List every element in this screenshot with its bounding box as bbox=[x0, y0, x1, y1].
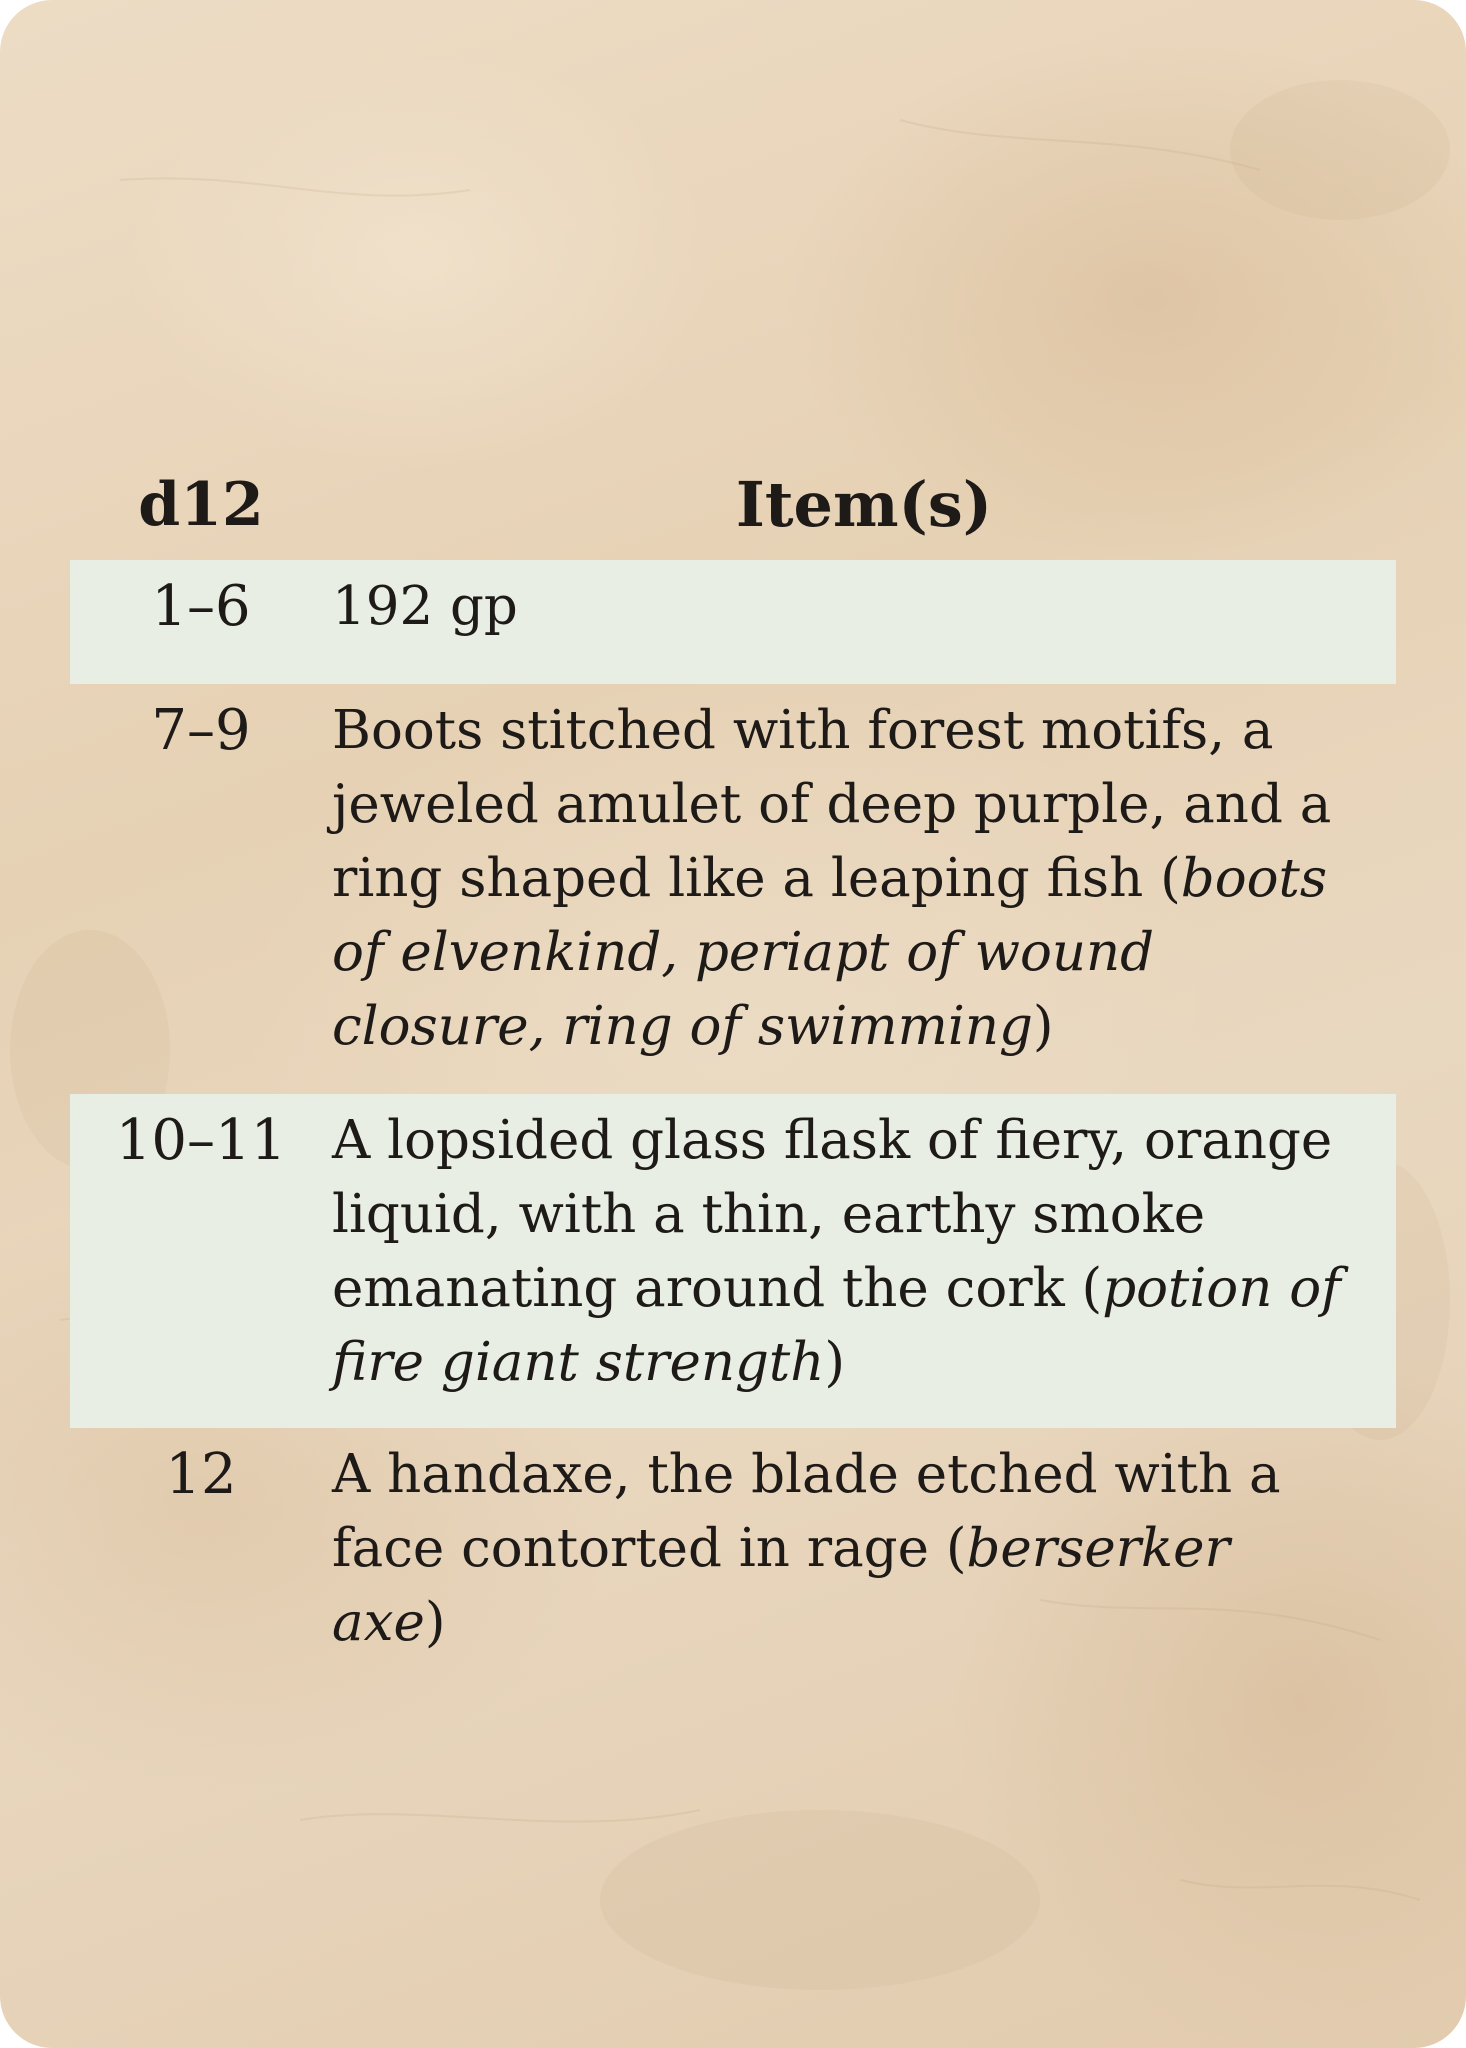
item-magic-names: boots of elvenkind, periapt of wound closure, ring of swimming bbox=[332, 848, 1328, 1057]
roll-range: 12 bbox=[165, 1442, 237, 1507]
table-header bbox=[70, 450, 1396, 560]
header-roll: d12 bbox=[138, 470, 264, 540]
table-row bbox=[70, 684, 1396, 1094]
item-description bbox=[332, 684, 1396, 1094]
item-close: ) bbox=[824, 1332, 846, 1393]
loot-table bbox=[70, 450, 1396, 1653]
roll-range: 1–6 bbox=[151, 574, 251, 639]
item-text: Boots stitched with forest motifs, a jeweled amulet of deep purple, and a ring shaped like a leaping fish ( bbox=[332, 700, 1332, 909]
table-row bbox=[70, 1094, 1396, 1428]
item-close: ) bbox=[424, 1592, 446, 1653]
item-text: A lopsided glass flask of fiery, orange liquid, with a thin, earthy smoke emanating around the cork ( bbox=[332, 1110, 1333, 1319]
table-row bbox=[70, 1428, 1396, 1653]
item-magic-names: berserker axe bbox=[332, 1518, 1230, 1653]
roll-range: 7–9 bbox=[151, 698, 251, 763]
item-close: ) bbox=[1032, 996, 1054, 1057]
item-text: 192 gp bbox=[332, 576, 518, 637]
item-magic-names: potion of fire giant strength bbox=[332, 1258, 1341, 1393]
header-items: Item(s) bbox=[735, 468, 993, 541]
item-description bbox=[332, 1428, 1396, 1653]
roll-range: 10–11 bbox=[115, 1108, 287, 1173]
item-description bbox=[332, 560, 1396, 684]
item-description bbox=[332, 1094, 1396, 1428]
table-row bbox=[70, 560, 1396, 684]
item-text: A handaxe, the blade etched with a face contorted in rage ( bbox=[332, 1444, 1281, 1579]
